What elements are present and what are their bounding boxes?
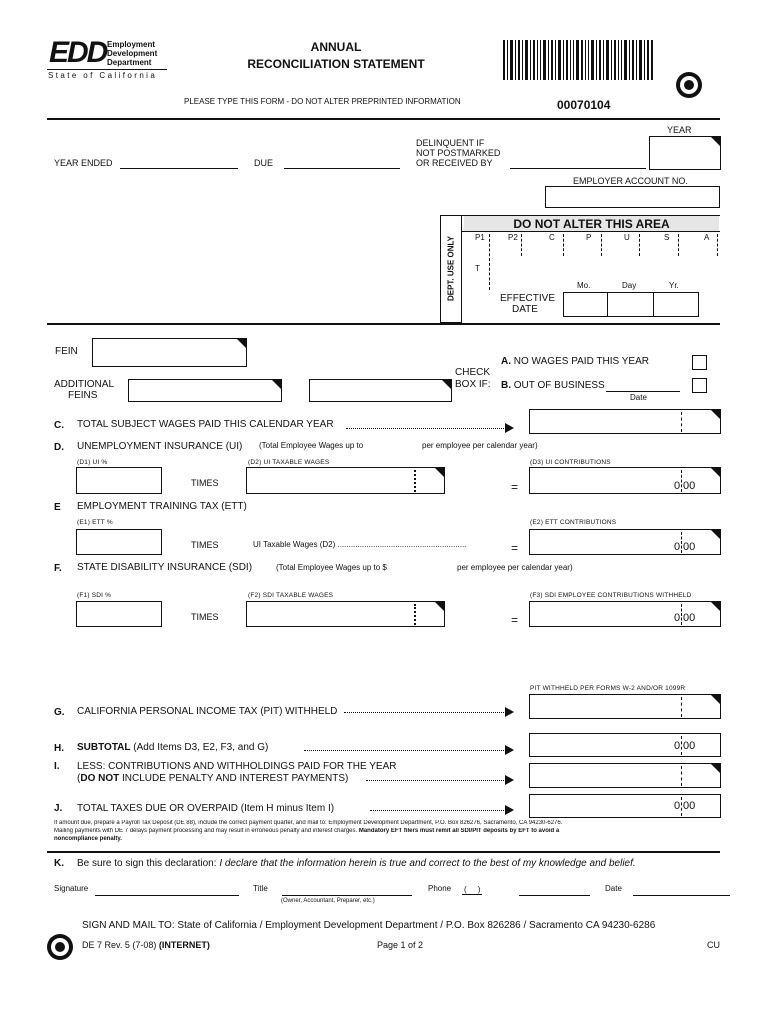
note-line-3: noncompliance penalty. xyxy=(54,836,122,842)
item-i-rest: INCLUDE PENALTY AND INTEREST PAYMENTS) xyxy=(122,773,349,784)
dept-tick-2 xyxy=(521,234,522,256)
item-c-decimal xyxy=(681,412,682,432)
rule-middle xyxy=(47,323,720,325)
item-c-text: TOTAL SUBJECT WAGES PAID THIS CALENDAR YEAR xyxy=(77,419,334,430)
pit-decimal xyxy=(681,697,682,717)
item-i-letter: I. xyxy=(54,761,60,772)
item-g-text: CALIFORNIA PERSONAL INCOME TAX (PIT) WITHHELD xyxy=(77,706,338,717)
total-due-value: 0 xyxy=(674,800,681,812)
d-equals: = xyxy=(511,480,519,494)
item-i-arrow xyxy=(366,780,512,781)
item-h-text xyxy=(77,742,268,753)
form-number: 00070104 xyxy=(557,98,611,112)
effective-month-field[interactable] xyxy=(563,292,608,317)
registration-mark-top xyxy=(676,72,702,98)
out-of-business-date-line[interactable] xyxy=(606,391,680,392)
item-h-bold: SUBTOTAL xyxy=(77,742,131,753)
item-j-letter: J. xyxy=(54,803,63,814)
note-line-2-text: Mailing payments with DE 7 delays payment processing and may result in erroneous penalty and interest charges. xyxy=(54,828,358,834)
employer-account-field[interactable] xyxy=(545,186,720,208)
e2-value: 0 xyxy=(674,541,681,553)
d1-ui-rate-field[interactable] xyxy=(76,467,162,494)
f3-value: 0 xyxy=(674,612,681,624)
d3-label: (D3) UI CONTRIBUTIONS xyxy=(530,459,611,466)
dept-code-p1: P1 xyxy=(475,233,485,242)
agency-line-3: Department xyxy=(107,58,152,67)
dept-tick-5 xyxy=(639,234,640,256)
dept-code-u: U xyxy=(624,233,630,242)
option-b-letter: B. xyxy=(501,380,511,391)
f-times: TIMES xyxy=(191,612,219,622)
due-line[interactable] xyxy=(284,168,400,169)
delinquent-line-1: DELINQUENT IF xyxy=(416,138,485,148)
edd-logo xyxy=(47,38,169,82)
rule-bottom xyxy=(47,851,720,853)
check-label-2: BOX IF: xyxy=(455,379,491,390)
rule-top xyxy=(47,118,720,120)
dept-tick-3 xyxy=(563,234,564,256)
item-e-letter: E xyxy=(54,502,61,513)
option-b-text: OUT OF BUSINESS xyxy=(513,380,605,391)
item-h-detail: (Add Items D3, E2, F3, and G) xyxy=(133,742,269,753)
contributions-paid-decimal xyxy=(681,766,682,786)
item-f-note-a: (Total Employee Wages up to $ xyxy=(276,563,387,572)
f-equals: = xyxy=(511,613,519,627)
dept-area-title: DO NOT ALTER THIS AREA xyxy=(464,216,719,232)
d2-label: (D2) UI TAXABLE WAGES xyxy=(248,459,330,466)
year-label: YEAR xyxy=(667,125,692,135)
form-id-text: DE 7 Rev. 5 (7-08) xyxy=(82,940,157,950)
item-c-letter: C. xyxy=(54,420,64,431)
effective-day-field[interactable] xyxy=(607,292,654,317)
item-f-text: STATE DISABILITY INSURANCE (SDI) xyxy=(77,562,253,573)
note-line-2-bold: Mandatory EFT filers must remit all SDI/PIT deposits by EFT to avoid a xyxy=(358,828,560,834)
option-a-text: NO WAGES PAID THIS YEAR xyxy=(513,356,649,367)
item-e-text: EMPLOYMENT TRAINING TAX (ETT) xyxy=(77,501,247,512)
agency-line-1: Employment xyxy=(107,40,156,49)
additional-feins-line-1: ADDITIONAL xyxy=(54,379,115,390)
signature-label: Signature xyxy=(54,884,89,893)
fein-label: FEIN xyxy=(55,346,78,357)
pit-withheld-field[interactable] xyxy=(529,694,721,719)
dept-area-title-rule xyxy=(462,231,720,232)
f3-label: (F3) SDI EMPLOYEE CONTRIBUTIONS WITHHELD xyxy=(530,592,692,599)
item-c-arrow xyxy=(346,428,512,429)
dept-code-p: P xyxy=(586,233,592,242)
item-d-note-b: per employee per calendar year) xyxy=(422,441,538,450)
total-due-cents: 00 xyxy=(683,800,696,812)
note-line-2 xyxy=(54,828,724,834)
d2-decimal xyxy=(414,470,416,492)
delinquent-date-line[interactable] xyxy=(510,168,646,169)
item-j-arrow xyxy=(370,810,512,811)
employer-account-label: EMPLOYER ACCOUNT NO. xyxy=(573,176,688,186)
e2-cents: 00 xyxy=(683,541,696,553)
state-line: State of California xyxy=(48,71,158,80)
f1-label: (F1) SDI % xyxy=(77,592,112,599)
dept-tick-1 xyxy=(489,234,490,290)
option-a xyxy=(501,356,649,367)
footer-code: CU xyxy=(707,940,720,950)
dept-t-label: T xyxy=(475,264,480,273)
agency-line-2: Development xyxy=(107,49,158,58)
barcode xyxy=(503,40,653,80)
additional-fein-2[interactable] xyxy=(309,379,452,402)
effective-line-2: DATE xyxy=(512,304,538,315)
item-k-instruction: Be sure to sign this declaration: xyxy=(77,858,217,869)
e-middle-text: UI Taxable Wages (D2) .......................................................... xyxy=(253,540,467,549)
phone-label: Phone xyxy=(428,884,452,893)
title-label: Title xyxy=(253,884,268,893)
e2-label: (E2) ETT CONTRIBUTIONS xyxy=(530,519,617,526)
dept-tick-7 xyxy=(717,234,718,256)
phone-area-code[interactable]: ( ) xyxy=(464,885,481,894)
title-line-1: ANNUAL xyxy=(310,40,362,54)
title-line[interactable] xyxy=(282,895,412,896)
item-j-text: TOTAL TAXES DUE OR OVERPAID (Item H minus Item I) xyxy=(77,803,335,814)
f1-sdi-rate-field[interactable] xyxy=(76,601,162,627)
yr-label: Yr. xyxy=(669,281,679,290)
dept-code-c: C xyxy=(549,233,555,242)
page-number: Page 1 of 2 xyxy=(377,940,424,950)
year-field[interactable] xyxy=(649,136,721,170)
form-id-bold: (INTERNET) xyxy=(158,940,210,950)
out-of-business-checkbox[interactable] xyxy=(692,378,707,393)
item-d-note-a: (Total Employee Wages up to xyxy=(259,441,364,450)
due-label: DUE xyxy=(254,158,274,168)
f3-cents: 00 xyxy=(683,612,696,624)
item-f-letter: F. xyxy=(54,563,62,574)
item-g-arrow xyxy=(344,712,512,713)
d1-label: (D1) UI % xyxy=(77,459,108,466)
d3-decimal xyxy=(681,470,682,492)
registration-mark-bottom xyxy=(47,934,73,960)
e1-label: (E1) ETT % xyxy=(77,519,113,526)
dept-tick-4 xyxy=(601,234,602,256)
item-k-declaration: I declare that the information herein is true and correct to the best of my knowledge and belief. xyxy=(219,858,636,869)
delinquent-line-3: OR RECEIVED BY xyxy=(416,158,493,168)
e1-ett-rate-field[interactable] xyxy=(76,529,162,555)
item-i-text-2 xyxy=(77,773,348,784)
item-d-text: UNEMPLOYMENT INSURANCE (UI) xyxy=(77,441,243,452)
out-of-business-date-label: Date xyxy=(630,393,647,402)
note-line-1: If amount due, prepare a Payroll Tax Deposit (DE 88), include the correct payment quarter, and mail to: Employment Development Department, P.O. Box 826276, Sacramento, CA 94230-6276. xyxy=(54,820,563,826)
dept-code-p2: P2 xyxy=(508,233,518,242)
type-instruction: PLEASE TYPE THIS FORM - DO NOT ALTER PREPRINTED INFORMATION xyxy=(184,97,461,106)
effective-line-1: EFFECTIVE xyxy=(500,293,556,304)
item-d-letter: D. xyxy=(54,442,64,453)
effective-year-field[interactable] xyxy=(653,292,699,317)
d3-value: 0 xyxy=(674,480,681,492)
option-b xyxy=(501,380,605,391)
d3-cents: 00 xyxy=(683,480,696,492)
edd-logo-mark: EDD xyxy=(49,36,107,69)
year-ended-line[interactable] xyxy=(120,168,238,169)
item-k-letter: K. xyxy=(54,858,64,869)
additional-feins-line-2: FEINS xyxy=(68,390,98,401)
mo-label: Mo. xyxy=(577,281,591,290)
item-i-open-paren: ( xyxy=(77,773,81,784)
dept-code-s: S xyxy=(664,233,670,242)
pit-label: PIT WITHHELD PER FORMS W-2 AND/OR 1099R xyxy=(530,685,686,692)
subtotal-value: 0 xyxy=(674,740,681,752)
title-hint: (Owner, Accountant, Preparer, etc.) xyxy=(281,898,375,904)
item-h-letter: H. xyxy=(54,743,64,754)
e-equals: = xyxy=(511,541,519,555)
subtotal-cents: 00 xyxy=(683,740,696,752)
mail-to: SIGN AND MAIL TO: State of California / Employment Development Department / P.O. Box 826286 / Sacramento CA 94230-6286 xyxy=(82,920,656,931)
item-i-do-not: DO NOT xyxy=(80,773,120,784)
contributions-paid-field[interactable] xyxy=(529,763,721,788)
day-label: Day xyxy=(622,281,637,290)
e-times: TIMES xyxy=(191,540,219,550)
dept-tick-6 xyxy=(678,234,679,256)
dept-use-label: DEPT. USE ONLY xyxy=(446,235,456,302)
no-wages-checkbox[interactable] xyxy=(692,355,707,370)
form-id xyxy=(82,940,210,950)
d-times: TIMES xyxy=(191,478,219,488)
f3-decimal xyxy=(681,604,682,625)
phone-line[interactable] xyxy=(519,895,590,896)
signature-line[interactable] xyxy=(95,895,239,896)
item-i-text-1: LESS: CONTRIBUTIONS AND WITHHOLDINGS PAID FOR THE YEAR xyxy=(77,761,397,772)
f2-label: (F2) SDI TAXABLE WAGES xyxy=(248,592,334,599)
fein-field[interactable] xyxy=(92,338,247,367)
e2-decimal xyxy=(681,532,682,553)
item-f-note-b: per employee per calendar year) xyxy=(457,563,573,572)
dept-code-a: A xyxy=(704,233,710,242)
item-g-letter: G. xyxy=(54,707,65,718)
additional-fein-1[interactable] xyxy=(128,379,282,402)
check-label-1: CHECK xyxy=(455,367,491,378)
title-line-2: RECONCILIATION STATEMENT xyxy=(247,57,425,71)
subtotal-decimal xyxy=(681,736,682,755)
year-ended-label: YEAR ENDED xyxy=(54,158,113,168)
total-subject-wages-field[interactable] xyxy=(529,409,721,434)
item-k-text xyxy=(77,858,636,869)
logo-rule xyxy=(47,69,167,70)
f2-decimal xyxy=(414,604,416,625)
option-a-letter: A. xyxy=(501,356,511,367)
date-label: Date xyxy=(605,884,622,893)
item-h-arrow xyxy=(304,750,512,751)
date-line[interactable] xyxy=(633,895,730,896)
total-due-decimal xyxy=(681,797,682,816)
delinquent-line-2: NOT POSTMARKED xyxy=(416,148,501,158)
